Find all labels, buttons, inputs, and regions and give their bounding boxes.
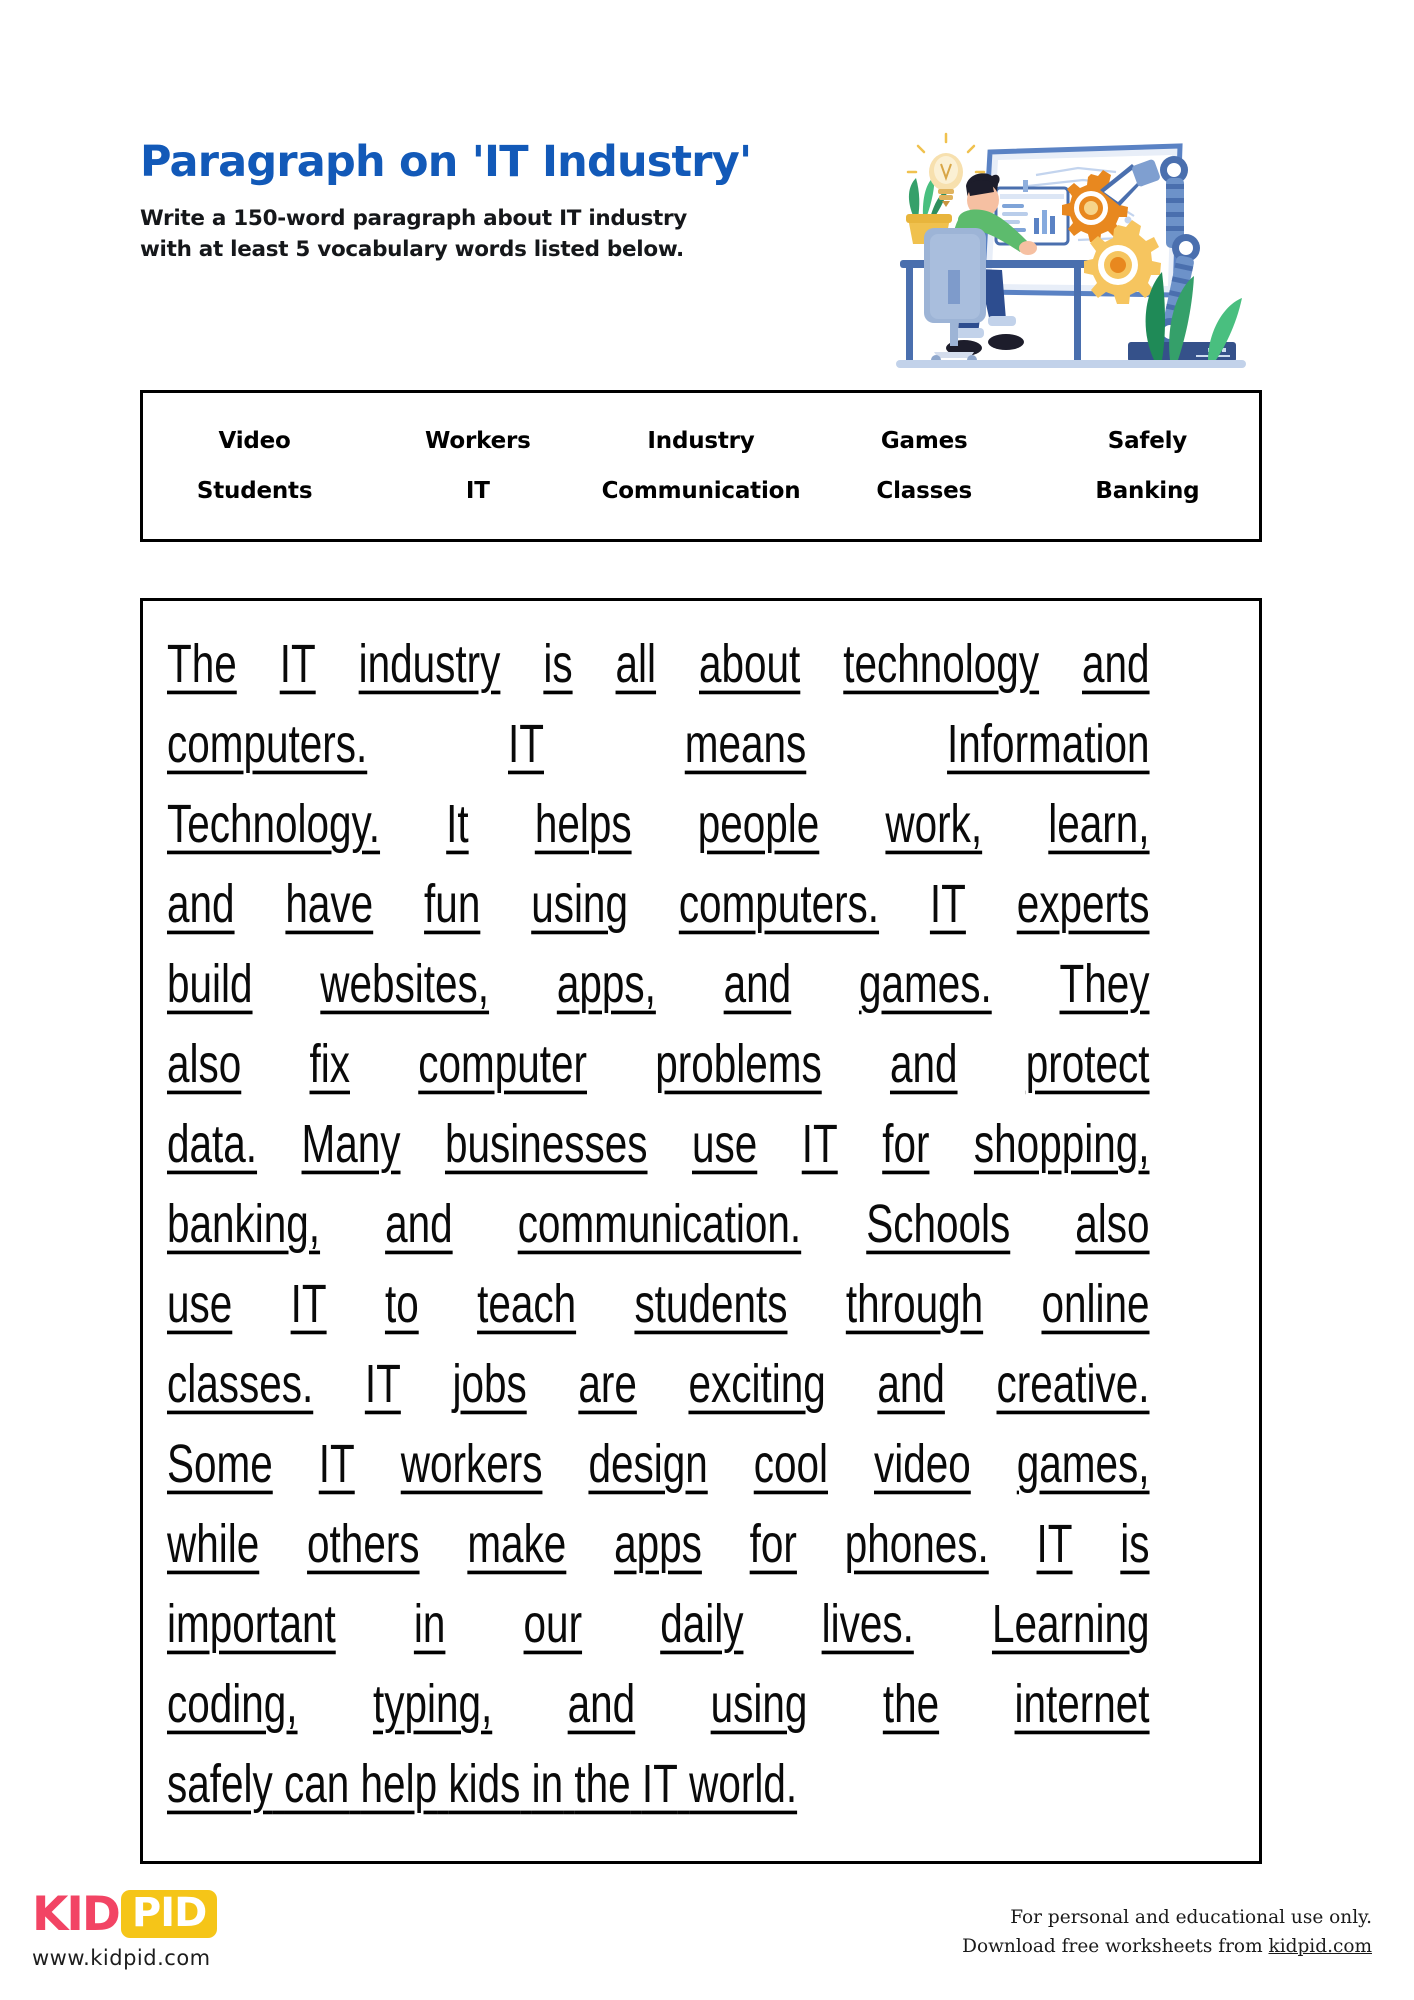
word-bank-cell: IT bbox=[465, 478, 490, 504]
answer-word: have bbox=[285, 874, 374, 935]
worksheet-header bbox=[140, 137, 1274, 370]
answer-word: help bbox=[360, 1754, 438, 1815]
answer-word: computers. bbox=[678, 874, 880, 935]
logo-wordmark bbox=[32, 1888, 332, 1940]
word-bank-row-1 bbox=[143, 428, 1259, 454]
answer-word: to bbox=[384, 1274, 419, 1335]
answer-word: IT bbox=[929, 874, 966, 935]
answer-word: using bbox=[531, 874, 628, 935]
answer-word: IT bbox=[290, 1274, 327, 1335]
answer-word: while bbox=[167, 1514, 260, 1575]
answer-word-space bbox=[273, 1755, 284, 1815]
answer-word-space bbox=[437, 1755, 448, 1815]
answer-word: creative. bbox=[996, 1354, 1150, 1415]
answer-word: and bbox=[723, 954, 792, 1015]
answer-word: students bbox=[634, 1274, 788, 1335]
answer-word: websites, bbox=[320, 954, 490, 1015]
answer-line bbox=[167, 945, 1235, 1025]
answer-word: workers bbox=[400, 1434, 543, 1495]
answer-word: jobs bbox=[452, 1354, 527, 1415]
answer-word: experts bbox=[1016, 874, 1150, 935]
answer-word: IT bbox=[1036, 1514, 1073, 1575]
answer-word: Technology. bbox=[167, 794, 381, 855]
answer-line bbox=[167, 1745, 1235, 1825]
answer-line-text bbox=[167, 1515, 1150, 1576]
word-bank-cell: Industry bbox=[647, 428, 755, 454]
answer-word: design bbox=[588, 1434, 708, 1495]
answer-word: apps, bbox=[556, 954, 656, 1015]
answer-line-text bbox=[167, 875, 1150, 936]
answer-line-text bbox=[167, 1675, 1150, 1736]
answer-word: is bbox=[1120, 1514, 1150, 1575]
answer-word: apps bbox=[614, 1514, 702, 1575]
answer-word: IT bbox=[279, 634, 316, 695]
floor-line bbox=[896, 360, 1246, 368]
answer-word: all bbox=[615, 634, 657, 695]
answer-line bbox=[167, 1665, 1235, 1745]
answer-word-space bbox=[520, 1755, 531, 1815]
answer-line bbox=[167, 1505, 1235, 1585]
answer-word: for bbox=[882, 1114, 930, 1175]
vocabulary-word-bank bbox=[140, 390, 1262, 542]
answer-word: can bbox=[284, 1754, 350, 1815]
word-bank-cell: Communication bbox=[601, 478, 801, 504]
answer-word-space bbox=[678, 1755, 689, 1815]
answer-word: and bbox=[889, 1034, 958, 1095]
answer-word: teach bbox=[477, 1274, 577, 1335]
answer-word: people bbox=[697, 794, 820, 855]
answer-word: Information bbox=[947, 714, 1150, 775]
answer-line-text bbox=[167, 1595, 1150, 1656]
answer-word: and bbox=[877, 1354, 945, 1415]
answer-word: daily bbox=[660, 1594, 744, 1655]
answer-word: games. bbox=[858, 954, 992, 1015]
word-bank-cell: Safely bbox=[1107, 428, 1188, 454]
answer-line bbox=[167, 625, 1235, 705]
answer-word: industry bbox=[358, 634, 501, 695]
answer-word: kids bbox=[448, 1754, 521, 1815]
answer-word: work, bbox=[885, 794, 983, 855]
page-subtitle: Write a 150-word paragraph about IT industry with at least 5 vocabulary words listed below. bbox=[140, 206, 688, 263]
answer-word: businesses bbox=[444, 1114, 648, 1175]
answer-word: lives. bbox=[821, 1594, 914, 1655]
answer-word: use bbox=[691, 1114, 758, 1175]
kidpid-logo[interactable] bbox=[32, 1888, 332, 1970]
answer-word: in bbox=[531, 1754, 564, 1815]
answer-word: important bbox=[167, 1594, 336, 1655]
answer-word: video bbox=[874, 1434, 971, 1495]
word-bank-cell: Games bbox=[880, 428, 968, 454]
developer-at-desk-illustration bbox=[878, 120, 1258, 370]
answer-word: online bbox=[1041, 1274, 1150, 1335]
word-bank-cell: Classes bbox=[876, 478, 972, 504]
answer-word: technology bbox=[843, 634, 1040, 695]
answer-word: protect bbox=[1025, 1034, 1150, 1095]
footer-usage-note bbox=[962, 1904, 1372, 1961]
answer-word: learn, bbox=[1048, 794, 1150, 855]
answer-word: is bbox=[543, 634, 573, 695]
answer-word: IT bbox=[641, 1754, 678, 1815]
answer-line-text bbox=[167, 795, 1150, 856]
answer-word: IT bbox=[318, 1434, 355, 1495]
answer-line-text bbox=[167, 1115, 1150, 1176]
answer-word: world. bbox=[689, 1754, 798, 1815]
answer-word: use bbox=[167, 1274, 233, 1335]
answer-word: communication. bbox=[517, 1194, 802, 1255]
answer-word: fix bbox=[309, 1034, 350, 1095]
page-title: Paragraph on 'IT Industry' bbox=[140, 137, 752, 187]
logo-website-url: www.kidpid.com bbox=[32, 1946, 211, 1970]
answer-word: typing, bbox=[372, 1674, 493, 1735]
answer-word: the bbox=[574, 1754, 631, 1815]
answer-word: games, bbox=[1016, 1434, 1150, 1495]
answer-word: helps bbox=[534, 794, 632, 855]
answer-word: make bbox=[467, 1514, 567, 1575]
answer-word: They bbox=[1059, 954, 1150, 1015]
answer-word: coding, bbox=[167, 1674, 298, 1735]
answer-word: shopping, bbox=[973, 1114, 1150, 1175]
answer-word: using bbox=[710, 1674, 808, 1735]
answer-word: computer bbox=[418, 1034, 587, 1095]
answer-word-space bbox=[563, 1755, 574, 1815]
answer-line bbox=[167, 1105, 1235, 1185]
answer-line bbox=[167, 1585, 1235, 1665]
answer-line-text bbox=[167, 1755, 1150, 1816]
answer-word: are bbox=[578, 1354, 637, 1415]
answer-line bbox=[167, 1425, 1235, 1505]
answer-word: phones. bbox=[844, 1514, 989, 1575]
answer-line bbox=[167, 1345, 1235, 1425]
answer-line-text bbox=[167, 1195, 1150, 1256]
logo-pid-badge bbox=[121, 1890, 217, 1938]
answer-line bbox=[167, 705, 1235, 785]
answer-word-space bbox=[349, 1755, 360, 1815]
answer-line-text bbox=[167, 1275, 1150, 1336]
answer-line-text bbox=[167, 1435, 1150, 1496]
answer-word: Some bbox=[167, 1434, 273, 1495]
answer-word: and bbox=[1082, 634, 1150, 695]
answer-word: IT bbox=[801, 1114, 838, 1175]
answer-word: cool bbox=[753, 1434, 829, 1495]
answer-word: the bbox=[882, 1674, 940, 1735]
logo-pid-text: PID bbox=[131, 1890, 207, 1936]
answer-word: build bbox=[167, 954, 253, 1015]
answer-word: banking, bbox=[167, 1194, 321, 1255]
answer-word: computers. bbox=[167, 714, 368, 775]
answer-word: also bbox=[167, 1034, 242, 1095]
logo-kid-text: KID bbox=[32, 1886, 119, 1942]
answer-word: others bbox=[307, 1514, 420, 1575]
word-bank-cell: Video bbox=[218, 428, 291, 454]
answer-word: data. bbox=[167, 1114, 258, 1175]
answer-word: Many bbox=[301, 1114, 401, 1175]
answer-word: IT bbox=[364, 1354, 401, 1415]
answer-word: exciting bbox=[688, 1354, 826, 1415]
word-bank-cell: Workers bbox=[425, 428, 531, 454]
answer-word: classes. bbox=[167, 1354, 314, 1415]
answer-line-text bbox=[167, 1355, 1150, 1416]
answer-word: our bbox=[523, 1594, 583, 1655]
answer-line-text bbox=[167, 955, 1150, 1016]
answer-word: internet bbox=[1014, 1674, 1150, 1735]
answer-line bbox=[167, 1025, 1235, 1105]
answer-line-text bbox=[167, 635, 1150, 696]
answer-line bbox=[167, 865, 1235, 945]
word-bank-row-2 bbox=[143, 478, 1259, 504]
answer-word: for bbox=[749, 1514, 797, 1575]
footer-note-prefix: Download free worksheets from bbox=[962, 1935, 1269, 1957]
answer-line-text bbox=[167, 1035, 1150, 1096]
answer-word-space bbox=[631, 1755, 642, 1815]
answer-word: in bbox=[413, 1594, 446, 1655]
footer-note-line-2 bbox=[962, 1933, 1372, 1962]
answer-word: The bbox=[167, 634, 237, 695]
answer-line bbox=[167, 1185, 1235, 1265]
footer-note-line-1: For personal and educational use only. bbox=[1010, 1907, 1372, 1928]
kidpid-download-link[interactable]: kidpid.com bbox=[1268, 1935, 1372, 1957]
word-bank-cell: Banking bbox=[1095, 478, 1200, 504]
answer-word: IT bbox=[508, 714, 544, 775]
answer-word: and bbox=[567, 1674, 636, 1735]
answer-word: It bbox=[446, 794, 469, 855]
answer-word: Learning bbox=[991, 1594, 1150, 1655]
answer-line bbox=[167, 1265, 1235, 1345]
answer-word: through bbox=[845, 1274, 984, 1335]
answer-line bbox=[167, 785, 1235, 865]
answer-word: Schools bbox=[866, 1194, 1011, 1255]
answer-word: and bbox=[385, 1194, 453, 1255]
answer-word: safely bbox=[167, 1754, 273, 1815]
answer-word: and bbox=[167, 874, 235, 935]
answer-word: also bbox=[1075, 1194, 1150, 1255]
answer-word: means bbox=[684, 714, 807, 775]
answer-word: about bbox=[699, 634, 801, 695]
header-text-block bbox=[140, 137, 860, 265]
paragraph-answer-box[interactable] bbox=[140, 598, 1262, 1864]
answer-line-text bbox=[167, 715, 1150, 776]
answer-word: problems bbox=[655, 1034, 822, 1095]
word-bank-cell: Students bbox=[196, 478, 313, 504]
answer-word: fun bbox=[424, 874, 481, 935]
